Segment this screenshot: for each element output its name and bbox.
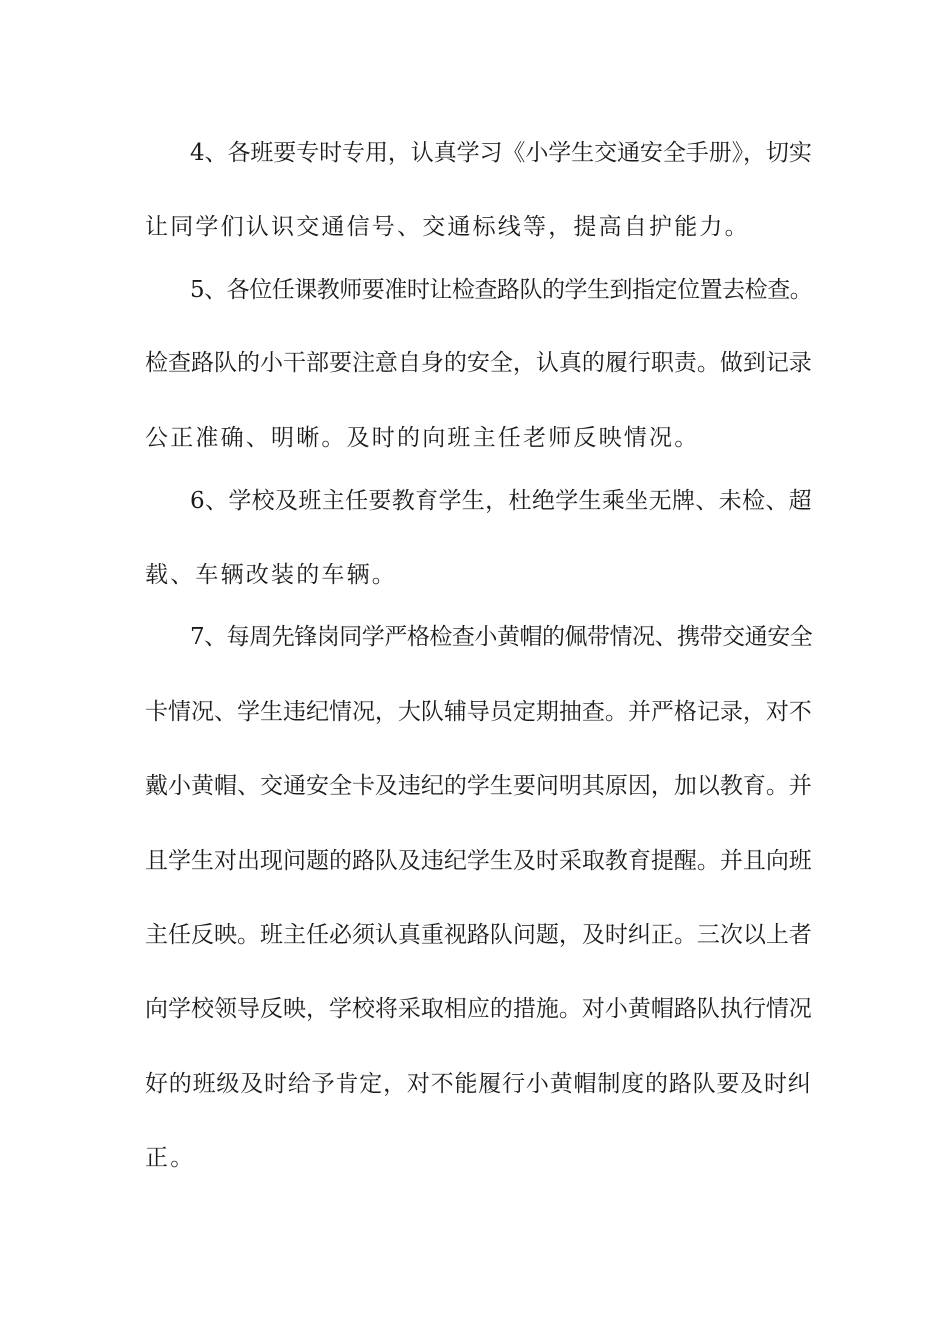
text-line: 向学校领导反映，学校将采取相应的措施。对小黄帽路队执行情况 xyxy=(145,996,812,1022)
text-line: 好的班级及时给予肯定，对不能履行小黄帽制度的路队要及时纠 xyxy=(145,1071,812,1097)
text-line: 戴小黄帽、交通安全卡及违纪的学生要问明其原因，加以教育。并 xyxy=(145,773,812,799)
text-line: 5、各位任课教师要准时让检查路队的学生到指定位置去检查。 xyxy=(190,277,813,303)
text-line: 让同学们认识交通信号、交通标线等，提高自护能力。 xyxy=(145,214,750,240)
text-line: 卡情况、学生违纪情况，大队辅导员定期抽查。并严格记录，对不 xyxy=(145,699,812,725)
text-line: 检查路队的小干部要注意自身的安全，认真的履行职责。做到记录 xyxy=(145,350,812,376)
text-line: 正。 xyxy=(145,1145,196,1171)
text-line: 6、学校及班主任要教育学生，杜绝学生乘坐无牌、未检、超 xyxy=(190,488,813,514)
text-line: 载、车辆改装的车辆。 xyxy=(145,562,397,588)
text-line: 主任反映。班主任必须认真重视路队问题，及时纠正。三次以上者 xyxy=(145,922,812,948)
text-line: 7、每周先锋岗同学严格检查小黄帽的佩带情况、携带交通安全 xyxy=(190,624,813,650)
text-line: 4、各班要专时专用，认真学习《小学生交通安全手册》，切实 xyxy=(190,140,812,166)
text-line: 且学生对出现问题的路队及违纪学生及时采取教育提醒。并且向班 xyxy=(145,848,812,874)
text-line: 公正准确、明晰。及时的向班主任老师反映情况。 xyxy=(145,425,700,451)
